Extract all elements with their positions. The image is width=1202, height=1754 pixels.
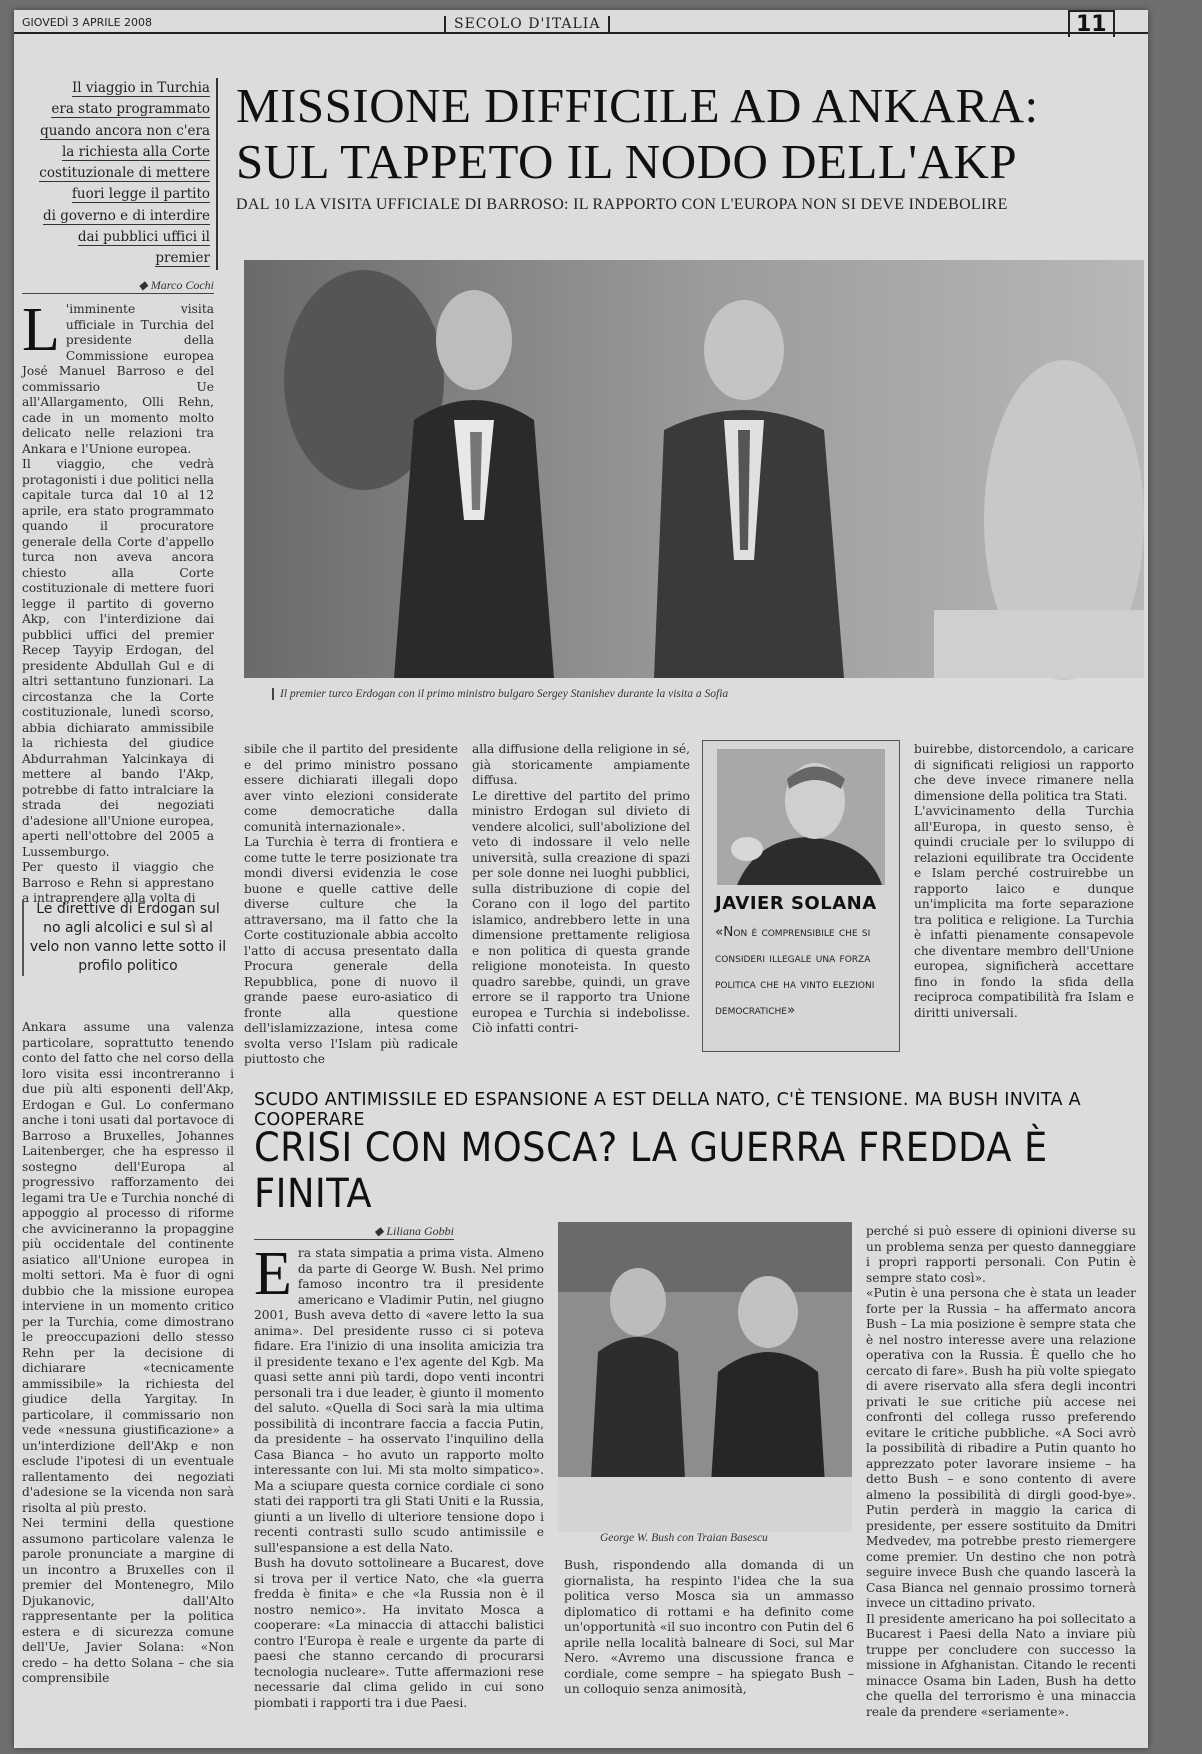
article2-column-2: Bush, rispondendo alla domanda di un giornalista, ha respinto l'idea che la sua politica verso Mosca sia un ammasso diplomatico di rottami e ha definito come un'opportunità «il suo incontro con Putin del 6 aprile nella località balneare di Soci, sul Mar Nero. «Avremo una discussione franca e cordiale, come sempre – ha spiegato Bush – un colloquio senza animosità, [564, 1558, 854, 1696]
dropcap: E [254, 1240, 292, 1308]
article2-photo-caption: George W. Bush con Traian Basescu [600, 1532, 768, 1544]
article2-byline: ◆ Liliana Gobbi [254, 1224, 454, 1240]
article1-column-1: L 'imminente visita ufficiale in Turchia del presidente della Commissione europea José Manuel Barroso e del commissario Ue all'Allargamento, Olli Rehn, cade in un momento molto delicato nelle relazioni tra Ankara e l'Unione europea. Il viaggio, che vedrà protagonisti i due politici nella capitale turca dal 10 al 12 aprile, era stato programmato quando il procuratore generale della Corte d'appello turca non aveva ancora chiesto alla Corte costituzionale di mettere fuori legge il partito di governo Akp, con l'interdizione dai pubblici uffici del premier Recep Tayyip Erdogan, del presidente Abdullah Gul e di altri settantuno funzionari. La circostanza che la Corte costituzionale, lunedì scorso, abbia dichiarato ammissibile la richiesta del giudice Abdurrahman Yalcinkaya di mettere al bando l'Akp, potrebbe di fatto intralciare la strada dei negoziati d'adesione all'Unione europea, aperti nell'ottobre del 2005 a Lussemburgo. Per questo il viaggio che Barroso e Rehn si apprestano a intraprendere alla volta di [22, 296, 214, 905]
solana-quote-box [702, 740, 900, 1052]
kicker-line: fuori legge il partito [71, 186, 210, 203]
masthead-paper-name [444, 16, 610, 32]
solana-photo [717, 749, 885, 885]
page-number: 11 [1068, 10, 1115, 37]
article2-column-1: Era stata simpatia a prima vista. Almeno da parte di George W. Bush. Nel primo famoso incontro tra il presidente americano e Vladimir Putin, nel giugno 2001, Bush aveva detto di «avere letto la sua anima». Del presidente russo ci si poteva fidare. Era l'inizio di una insolita amicizia tra il presidente texano e l'ex agente del Kgb. Ma quasi sette anni più tardi, dopo venti incontri personali tra i due leader, è giunto il momento del saluto. «Quella di Soci sarà la mia ultima possibilità di incontrare faccia a faccia Putin, da presidente – ha osservato l'inquilino della Casa Bianca – ho avuto un rapporto molto interessante con lui. Mi sta molto simpatico». Ma a sciupare questa cornice cordiale ci sono stati dei rapporti tra gli Stati Uniti e la Russia, giunti a un livello di ulteriore tensione dopo i recenti contrasti sullo scudo antimissile e sull'espansione a est della Nato. Bush ha dovuto sottolineare a Bucarest, dove si trova per il vertice Nato, che «la guerra fredda è finita» e che «la Russia non è il nostro nemico». Ha invitato Mosca a cooperare: «La minaccia di attacchi balistici contro l'Europa è reale e urgente da parte di paesi che stanno cercando di procurarsi tecnologia nucleare». Tutte affermazioni rese necessarie dal clima gelido in cui sono piombati i rapporti tra i due Paesi. [254, 1240, 544, 1710]
photo-bush-basescu [558, 1222, 852, 1532]
article1-subhead: DAL 10 LA VISITA UFFICIALE DI BARROSO: IL RAPPORTO CON L'EUROPA NON SI DEVE INDEBOLIRE [236, 196, 1008, 213]
dropcap: L [22, 296, 60, 364]
article1-headline: MISSIONE DIFFICILE AD ANKARA: SUL TAPPETO IL NODO DELL'AKP [236, 78, 1039, 189]
article2-column-3: perché si può essere di opinioni diverse su un problema senza per questo danneggiare i propri rapporti personali. Con Putin è sempre stato così». «Putin è una persona che è stata un leader forte per la Russia – ha affermato ancora Bush – La mia posizione è sempre stata che è nel nostro interesse avere una relazione operativa con la Russia. È quello che ho cercato di fare». Bush ha più volte spiegato di avere riservato alla sfera degli incontri privati le sue critiche più accese nei confronti del collega russo preferendo evitare le critiche pubbliche. «A Soci avrò la possibilità di ribadire a Putin quanto ho apprezzato poter lavorare insieme – ha detto Bush – e sono contento di avere almeno la possibilità di dirgli good-bye». Putin perderà in maggio la carica di presidente, per essere sostituito da Dmitri Medvedev, ma potrebbe presto riemergere come premier. Un destino che non potrà seguire invece Bush che quando lascerà la Casa Bianca nel gennaio prossimo tornerà invece un cittadino privato. Il presidente americano ha poi sollecitato a Bucarest i Paesi della Nato a inviare più truppe per concludere con successo la missione in Afghanistan. Citando le recenti minacce Osama bin Laden, Bush ha detto che quella del terrorismo è una minaccia reale da prendere «seriamente». [866, 1224, 1136, 1719]
masthead-date: GIOVEDÌ 3 APRILE 2008 [22, 16, 153, 29]
article1-column-1-continued: Ankara assume una valenza particolare, soprattutto tenendo conto del fatto che nel corso della loro visita essi incontreranno i due più alti esponenti dell'Akp, Erdogan e Gul. Lo confermano anche i toni usati dal portavoce di Barroso a Bruxelles, Johannes Laitenberger, che ha espresso il sostegno dell'Europa al progressivo rafforzamento dei legami tra Ue e Turchia nonché di appoggio al processo di riforme che avvicineranno la propaggine più occidentale del continente asiatico all'Unione europea in molti settori. Ma è fuor di ogni dubbio che la missione europea interviene in un momento critico per la Turchia, come dimostrano le preoccupazioni dello stesso Rehn per la decisione di dichiarare «tecnicamente ammissibile» la richiesta del giudice della Yargitay. In particolare, il commissario non vede «nessuna giustificazione» a un'interdizione dell'Akp e non esclude l'ipotesi di un eventuale rallentamento dei negoziati d'adesione se la vicenda non sarà risolta al più presto. Nei termini della questione assumono particolare valenza le parole pronunciate a margine di un incontro a Bruxelles con il premier del Montenegro, Milo Djukanovic, dall'Alto rappresentante per la politica estera e di sicurezza comune dell'Ue, Javier Solana: «Non credo – ha detto Solana – che sia comprensibile [22, 1020, 234, 1685]
photo-erdogan-stanishev [244, 260, 1144, 678]
kicker-line: di governo e di interdire [42, 207, 210, 224]
paper-name: SECOLO D'ITALIA [454, 16, 601, 32]
article2-photo [558, 1222, 852, 1532]
kicker-line: Il viaggio in Turchia [71, 80, 210, 96]
article1-photo-caption: Il premier turco Erdogan con il primo ministro bulgaro Sergey Stanishev durante la visita a Sofia [272, 688, 1140, 700]
pull-quote: Le direttive di Erdogan sul no agli alcolici e sul sì al velo non vanno lette sotto il profilo politico [22, 900, 228, 976]
article1-photo [244, 260, 1144, 678]
kicker-line: dai pubblici uffici il premier [77, 229, 210, 267]
newspaper-page [14, 10, 1148, 1748]
article1-column-3: alla diffusione della religione in sé, già storicamente ampiamente diffusa. Le direttive del partito del primo ministro Erdogan sul divieto di vendere alcolici, sull'abolizione del veto di indossare il velo nelle università, sulla creazione di spazi per sole donne nei luoghi pubblici, sulla distribuzione di copie del Corano con il logo del partito islamico, andrebbero lette in una dimensione prettamente religiosa e non politica di questa grande religione monoteista. In questo quadro sarebbe, quindi, un grave errore se il rapporto tra Unione europea e Turchia si indebolisse. Ciò infatti contri- [472, 742, 690, 1035]
solana-name: JAVIER SOLANA [715, 893, 877, 914]
kicker-line: la richiesta alla Corte [61, 143, 210, 160]
kicker-line: quando ancora non c'era [40, 122, 210, 139]
solana-quote: «Non è comprensibile che si consideri illegale una forza politica che ha vinto elezioni democratiche» [715, 924, 875, 1018]
article1-kicker [22, 78, 218, 270]
masthead-rule [14, 32, 1148, 34]
article1-column-2: sibile che il partito del presidente e del primo ministro possano essere dichiarati illegali dopo aver vinto elezioni considerate come democratiche dalla comunità internazionale». La Turchia è terra di frontiera e come tutte le terre posizionate tra mondi diversi evidenzia le cose buone e quelle cattive delle diverse culture che la attraversano, ma il fatto che la Corte costituzionale abbia accolto l'atto di accusa presentato dalla Procura generale della Repubblica, pone di nuovo il grande paese euro-asiatico di fronte alla questione dell'islamizzazione, intesa come svolta verso l'Islam più radicale piuttosto che [244, 742, 458, 1066]
article2-kicker: SCUDO ANTIMISSILE ED ESPANSIONE A EST DELLA NATO, C'È TENSIONE. MA BUSH INVITA A COOPERARE [254, 1090, 1081, 1130]
article1-byline: ◆ Marco Cochi [22, 278, 214, 294]
article1-column-4: buirebbe, distorcendolo, a caricare di significati religiosi un rapporto che deve invece rimanere nella dimensione della politica tra Stati. L'avvicinamento della Turchia all'Europa, in questo senso, è quindi cruciale per lo sviluppo di relazioni equilibrate tra Occidente e Islam perché costruirebbe un rapporto laico e dunque un'implicita ma forte separazione tra politica e religione. La Turchia è infatti pienamente consapevole che diventare membro dell'Unione europea, significherà accettare fino in fondo la sfida della reciproca compatibilità fra Islam e diritti universali. [914, 742, 1134, 1020]
photo-javier-solana [717, 749, 885, 885]
article2-headline: CRISI CON MOSCA? LA GUERRA FREDDA È FINITA [254, 1125, 1048, 1217]
kicker-line: era stato programmato [51, 101, 210, 118]
kicker-line: costituzionale di mettere [39, 165, 210, 182]
